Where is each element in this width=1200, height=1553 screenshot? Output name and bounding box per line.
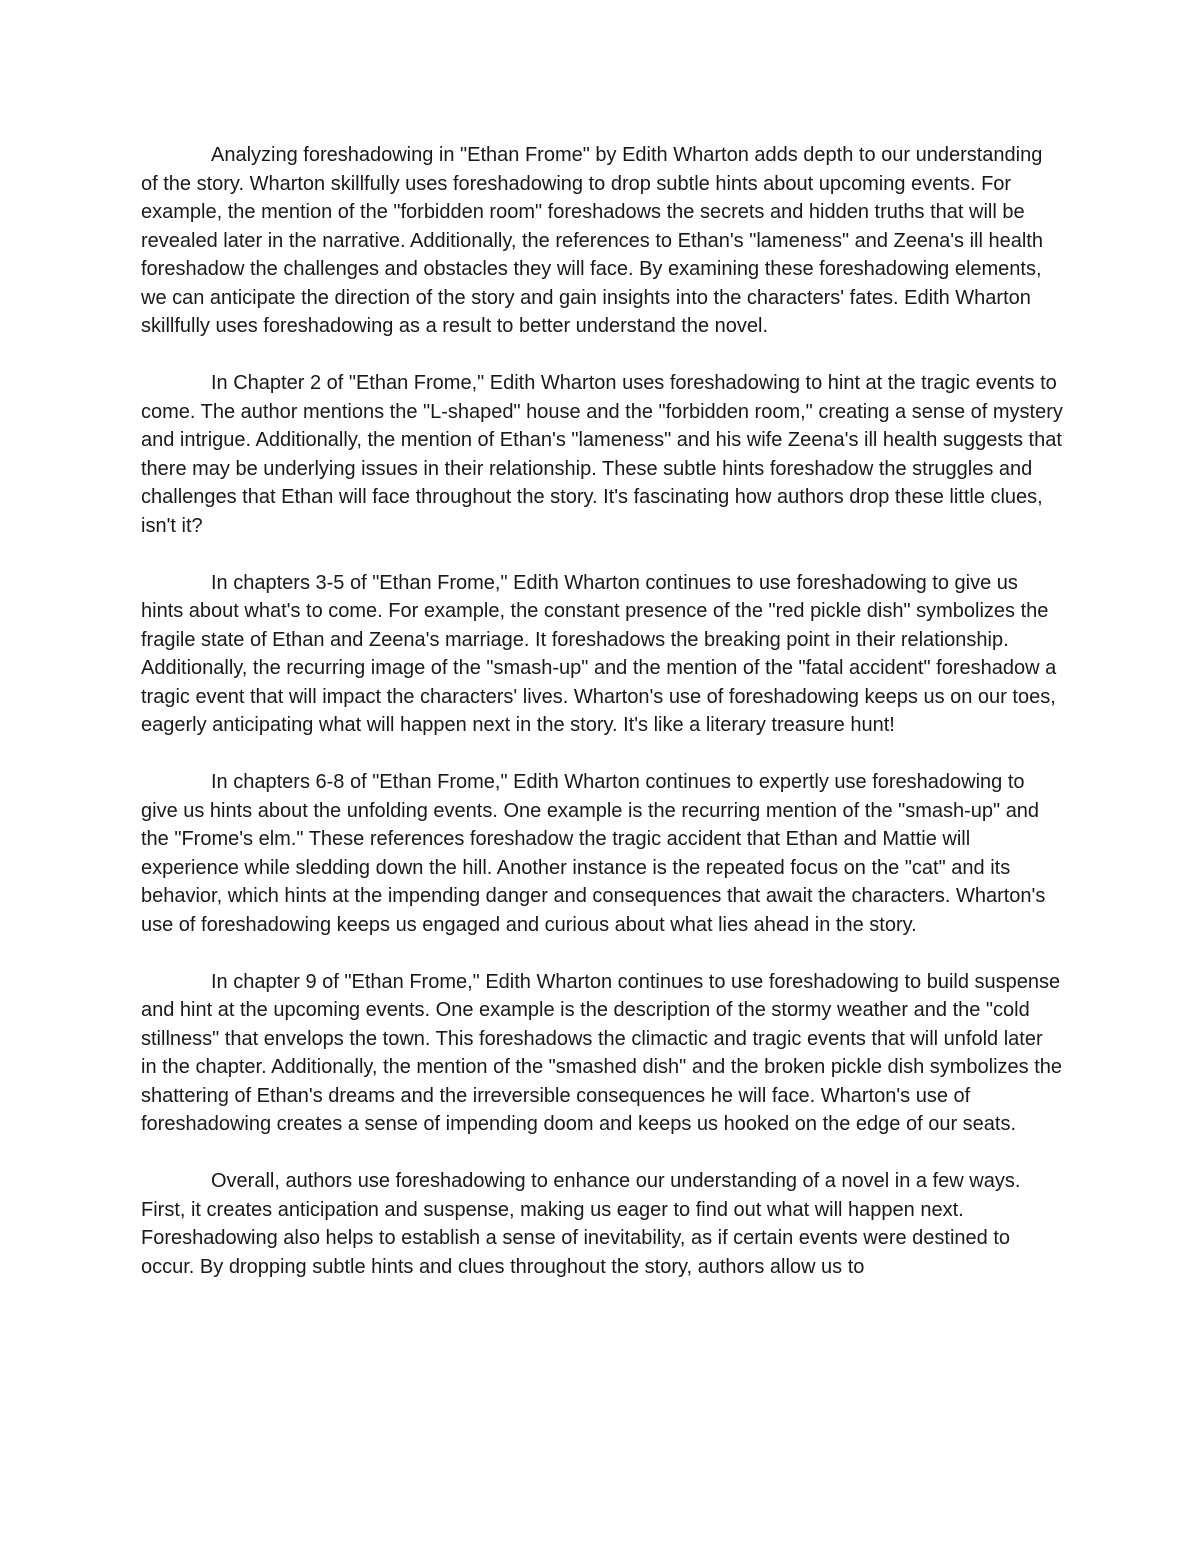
paragraph-chapter-9: In chapter 9 of "Ethan Frome," Edith Wharton continues to use foreshadowing to build suspense and hint at the upcoming events. One example is the description of the stormy weather and the "cold stillness" that envelops the town. This foreshadows the climactic and tragic events that will unfold later in the chapter. Additionally, the mention of the "smashed dish" and the broken pickle dish symbolizes the shattering of Ethan's dreams and the irreversible consequences he will face. Wharton's use of foreshadowing creates a sense of impending doom and keeps us hooked on the edge of our seats. [141, 970, 1063, 1135]
paragraph-overall: Overall, authors use foreshadowing to enhance our understanding of a novel in a few ways. First, it creates anticipation and suspense, making us eager to find out what will happen next. Foreshadowing also helps to establish a sense of inevitability, as if certain events were destined to occur. By dropping subtle hints and clues throughout the story, authors allow us to [141, 1170, 1021, 1278]
paragraph-chapter-2: In Chapter 2 of "Ethan Frome," Edith Wharton uses foreshadowing to hint at the tragic events to come. The author mentions the "L-shaped" house and the "forbidden room," creating a sense of mystery and intrigue. Additionally, the mention of Ethan's "lameness" and his wife Zeena's ill health suggests that there may be underlying issues in their relationship. These subtle hints foreshadow the struggles and challenges that Ethan will face throughout the story. It's fascinating how authors drop these little clues, isn't it? [141, 372, 1063, 537]
document-body [141, 141, 1063, 1281]
paragraph-chapters-6-8: In chapters 6-8 of "Ethan Frome," Edith Wharton continues to expertly use foreshadowing to give us hints about the unfolding events. One example is the recurring mention of the "smash-up" and the "Frome's elm." These references foreshadow the tragic accident that Ethan and Mattie will experience while sledding down the hill. Another instance is the repeated focus on the "cat" and its behavior, which hints at the impending danger and consequences that await the characters. Wharton's use of foreshadowing keeps us engaged and curious about what lies ahead in the story. [141, 771, 1046, 936]
paragraph-chapters-3-5: In chapters 3-5 of "Ethan Frome," Edith Wharton continues to use foreshadowing to give us hints about what's to come. For example, the constant presence of the "red pickle dish" symbolizes the fragile state of Ethan and Zeena's marriage. It foreshadows the breaking point in their relationship. Additionally, the recurring image of the "smash-up" and the mention of the "fatal accident" foreshadow a tragic event that will impact the characters' lives. Wharton's use of foreshadowing keeps us on our toes, eagerly anticipating what will happen next in the story. It's like a literary treasure hunt! [141, 571, 1057, 736]
paragraph-intro: Analyzing foreshadowing in "Ethan Frome" by Edith Wharton adds depth to our understanding of the story. Wharton skillfully uses foreshadowing to drop subtle hints about upcoming events. For example, the mention of the "forbidden room" foreshadows the secrets and hidden truths that will be revealed later in the narrative. Additionally, the references to Ethan's "lameness" and Zeena's ill health foreshadow the challenges and obstacles they will face. By examining these foreshadowing elements, we can anticipate the direction of the story and gain insights into the characters' fates. Edith Wharton skillfully uses foreshadowing as a result to better understand the novel. [141, 144, 1043, 337]
